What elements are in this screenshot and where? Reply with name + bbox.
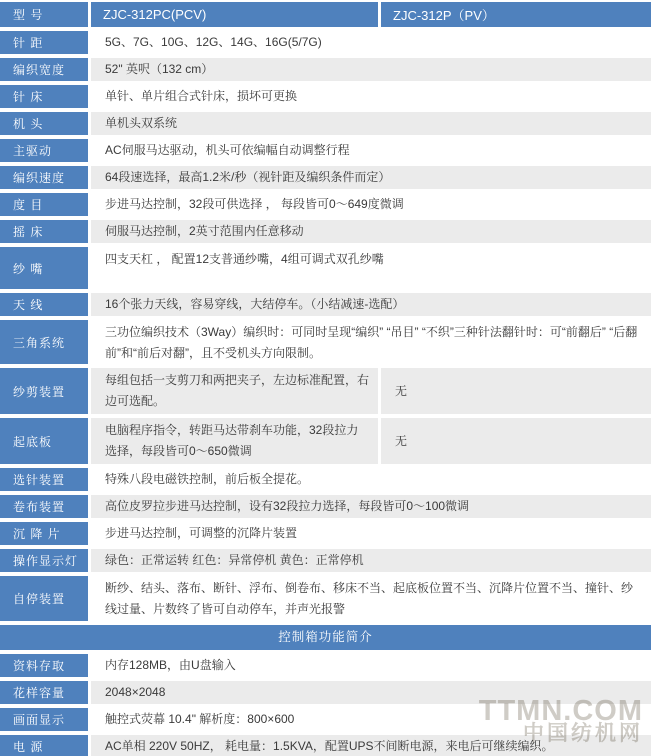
row-header: 编织宽度: [0, 58, 88, 81]
model-header-row: [0, 2, 651, 27]
model-left-cell: ZJC-312PC(PCV): [91, 2, 378, 27]
spec-row-knitting-speed: [0, 166, 651, 189]
row-value: 高位皮罗拉步进马达控制，设有32段拉力选择，每段皆可0～100微调: [91, 495, 651, 518]
row-header: 操作显示灯: [0, 549, 88, 572]
row-header-model: 型 号: [0, 2, 88, 27]
spec-row-racking: [0, 220, 651, 243]
section-header-control-box: 控制箱功能简介: [0, 625, 651, 650]
row-value: AC单相 220V 50HZ， 耗电量：1.5KVA，配置UPS不间断电源，来电后可继续编织。: [91, 735, 651, 756]
row-value: 2048×2048: [91, 681, 651, 704]
spec-row-power: [0, 735, 651, 756]
watermark-domain: TTMN.COM: [478, 695, 643, 727]
row-value: 单机头双系统: [91, 112, 651, 135]
row-header: 纱剪装置: [0, 368, 88, 414]
spec-row-cam-system: [0, 320, 651, 364]
row-header: 编织速度: [0, 166, 88, 189]
row-value: 四支天杠 ， 配置12支普通纱嘴，4组可调式双孔纱嘴: [91, 247, 651, 289]
row-value: 步进马达控制，可调整的沉降片装置: [91, 522, 651, 545]
row-value-left: 电脑程序指令，转距马达带刹车功能，32段拉力选择，每段皆可0～650微调: [91, 418, 378, 464]
row-header: 度 目: [0, 193, 88, 216]
spec-row-needle-bed: [0, 85, 651, 108]
row-header: 沉 降 片: [0, 522, 88, 545]
row-header: 花样容量: [0, 681, 88, 704]
row-value: 绿色：正常运转 红色：异常停机 黄色：正常停机: [91, 549, 651, 572]
spec-row-pattern-capacity: [0, 681, 651, 704]
row-header: 起底板: [0, 418, 88, 464]
row-header: 三角系统: [0, 320, 88, 364]
row-value: 64段速选择，最高1.2米/秒（视针距及编织条件而定）: [91, 166, 651, 189]
row-value: 伺服马达控制，2英寸范围内任意移动: [91, 220, 651, 243]
spec-row-yarn-cutter: [0, 368, 651, 414]
row-value-left: 每组包括一支剪刀和两把夹子，左边标准配置，右边可选配。: [91, 368, 378, 414]
row-value: 断纱、结头、落布、断针、浮布、倒卷布、移床不当、起底板位置不当、沉降片位置不当、撞针、纱线过量、片数终了皆可自动停车，并声光报警: [91, 576, 651, 621]
row-header: 天 线: [0, 293, 88, 316]
spec-row-yarn-carrier: [0, 247, 651, 289]
row-header: 纱 嘴: [0, 247, 88, 289]
row-value: 16个张力天线，容易穿线，大结停车。（小结减速-选配）: [91, 293, 651, 316]
row-value: AC伺服马达驱动，机头可依编幅自动调整行程: [91, 139, 651, 162]
spec-row-carriage: [0, 112, 651, 135]
row-value: 触控式荧幕 10.4" 解析度：800×600: [91, 708, 651, 731]
spec-row-main-drive: [0, 139, 651, 162]
spec-row-sinker: [0, 522, 651, 545]
row-value: 单针、单片组合式针床，损坏可更换: [91, 85, 651, 108]
spec-row-display: [0, 708, 651, 731]
row-value: 特殊八段电磁铁控制，前后板全提花。: [91, 468, 651, 491]
model-right-cell: ZJC-312P（PV）: [381, 2, 651, 27]
row-value-right: 无: [381, 368, 651, 414]
spec-row-needle-selection: [0, 468, 651, 491]
row-header: 资料存取: [0, 654, 88, 677]
spec-row-indicator-lights: [0, 549, 651, 572]
row-value: 三功位编织技术（3Way）编织时：可同时呈现“编织” “吊目” “不织”三种针法翻针时：可“前翻后” “后翻前”和“前后对翻”，且不受机头方向限制。: [91, 320, 651, 364]
row-value-right: 无: [381, 418, 651, 464]
spec-row-fabric-takedown: [0, 495, 651, 518]
row-value: 步进马达控制，32段可供选择 ， 每段皆可0～649度微调: [91, 193, 651, 216]
row-header: 针 床: [0, 85, 88, 108]
row-header: 自停装置: [0, 576, 88, 621]
spec-row-takedown-comb: [0, 418, 651, 464]
row-value: 内存128MB，由U盘输入: [91, 654, 651, 677]
row-header: 卷布装置: [0, 495, 88, 518]
row-header: 画面显示: [0, 708, 88, 731]
row-header: 主驱动: [0, 139, 88, 162]
row-header: 摇 床: [0, 220, 88, 243]
watermark-site-name: 中国纺机网: [523, 722, 643, 745]
row-header: 针 距: [0, 31, 88, 54]
row-header: 机 头: [0, 112, 88, 135]
spec-row-data-access: [0, 654, 651, 677]
row-header: 选针装置: [0, 468, 88, 491]
spec-row-stitch: [0, 193, 651, 216]
row-value: 5G、7G、10G、12G、14G、16G(5/7G): [91, 31, 651, 54]
row-header: 电 源: [0, 735, 88, 756]
row-value: 52" 英呎（132 cm）: [91, 58, 651, 81]
spec-row-top-tension: [0, 293, 651, 316]
spec-row-needle-pitch: [0, 31, 651, 54]
spec-row-knitting-width: [0, 58, 651, 81]
spec-row-auto-stop: [0, 576, 651, 621]
